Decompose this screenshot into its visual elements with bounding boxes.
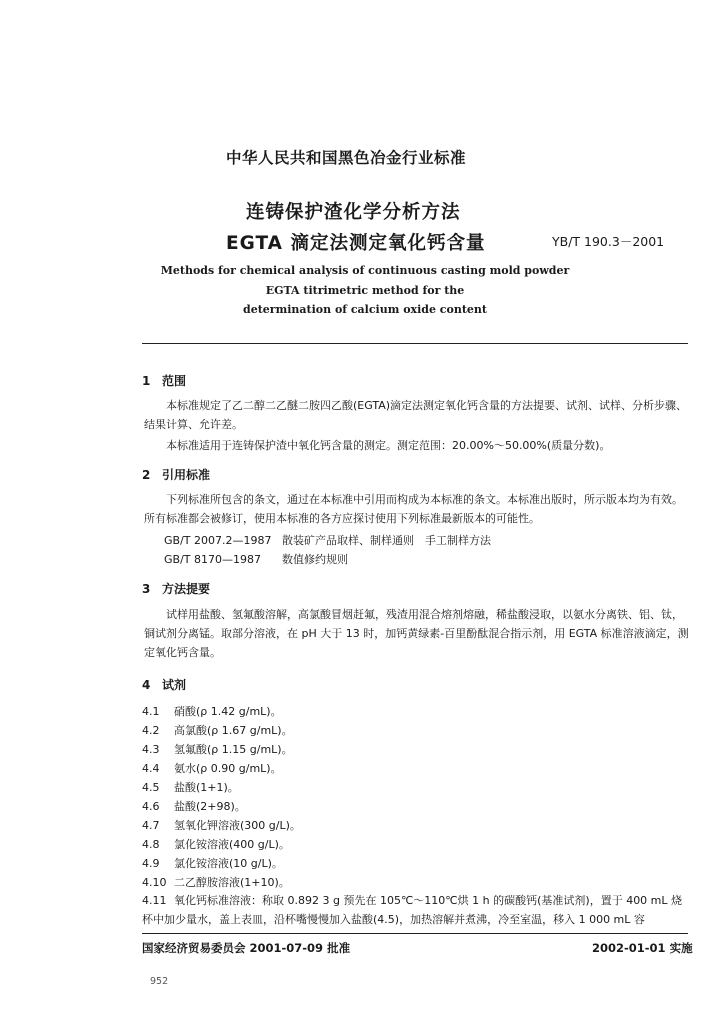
reagent-item: 4.5 盐酸(1+1)。: [142, 781, 239, 794]
page-number: 952: [150, 976, 169, 987]
header-divider: [142, 343, 688, 344]
reagent-item: 4.9 氯化铵溶液(10 g/L)。: [142, 857, 283, 870]
standard-number: YB/T 190.3－2001: [552, 234, 665, 249]
industry-standard-heading: 中华人民共和国黑色冶金行业标准: [226, 149, 467, 167]
reference-item: GB/T 8170—1987 数值修约规则: [164, 553, 348, 566]
section-heading-scope: 1 范围: [142, 374, 187, 388]
reagent-item: 4.1 硝酸(ρ 1.42 g/mL)。: [142, 705, 282, 718]
english-title-line-1: Methods for chemical analysis of continuous casting mold powder: [160, 264, 570, 277]
reference-item: GB/T 2007.2—1987 散装矿产品取样、制样通则 手工制样方法: [164, 534, 491, 547]
reagent-item: 4.2 高氯酸(ρ 1.67 g/mL)。: [142, 724, 293, 737]
english-title-line-3: determination of calcium oxide content: [243, 303, 487, 316]
english-title-line-2: EGTA titrimetric method for the: [265, 284, 465, 297]
section-heading-reagents: 4 试剂: [142, 678, 187, 692]
reagent-item-calcium-standard: 4.11 氧化钙标准溶液：称取 0.892 3 g 预先在 105℃～110℃烘 1 h 的碳酸钙(基准试剂)，置于 400 mL 烧杯中加少量水，盖上表皿，沿杯嘴慢慢加入盐酸(4.5)，加热溶解并煮沸，冷至室温，移入 1 000 mL 容: [142, 894, 683, 926]
reagent-item: 4.8 氯化铵溶液(400 g/L)。: [142, 838, 290, 851]
title-line-2: EGTA 滴定法测定氧化钙含量: [226, 233, 486, 254]
scope-paragraph-2: 本标准适用于连铸保护渣中氧化钙含量的测定。测定范围：20.00%～50.00%(质量分数)。: [166, 439, 611, 452]
reagent-item: 4.10 二乙醇胺溶液(1+10)。: [142, 876, 290, 889]
title-line-1: 连铸保护渣化学分析方法: [246, 202, 461, 223]
scope-paragraph-1: 本标准规定了乙二醇二乙醚二胺四乙酸(EGTA)滴定法测定氧化钙含量的方法提要、试剂、试样、分析步骤、结果计算、允许差。: [144, 399, 688, 431]
reagent-item: 4.3 氢氟酸(ρ 1.15 g/mL)。: [142, 743, 293, 756]
approval-note: 国家经济贸易委员会 2001-07-09 批准: [142, 941, 351, 955]
implementation-date: 2002-01-01 实施: [592, 941, 693, 955]
section-heading-normative-references: 2 引用标准: [142, 468, 211, 482]
references-paragraph: 下列标准所包含的条文，通过在本标准中引用而构成为本标准的条文。本标准出版时，所示版本均为有效。所有标准都会被修订，使用本标准的各方应探讨使用下列标准最新版本的可能性。: [144, 493, 683, 525]
footer-divider: [142, 933, 688, 934]
reagent-item: 4.7 氢氧化钾溶液(300 g/L)。: [142, 819, 301, 832]
principle-paragraph: 试样用盐酸、氢氟酸溶解，高氯酸冒烟赶氟，残渣用混合熔剂熔融，稀盐酸浸取，以氨水分离铁、铝、钛，铜试剂分离锰。取部分溶液，在 pH 大于 13 时，加钙黄绿素-百里酚酞混合指示剂，用 EGTA 标准溶液滴定，测定氧化钙含量。: [144, 608, 689, 659]
section-heading-principle: 3 方法提要: [142, 582, 211, 596]
reagent-item: 4.4 氨水(ρ 0.90 g/mL)。: [142, 762, 282, 775]
reagent-item: 4.6 盐酸(2+98)。: [142, 800, 246, 813]
